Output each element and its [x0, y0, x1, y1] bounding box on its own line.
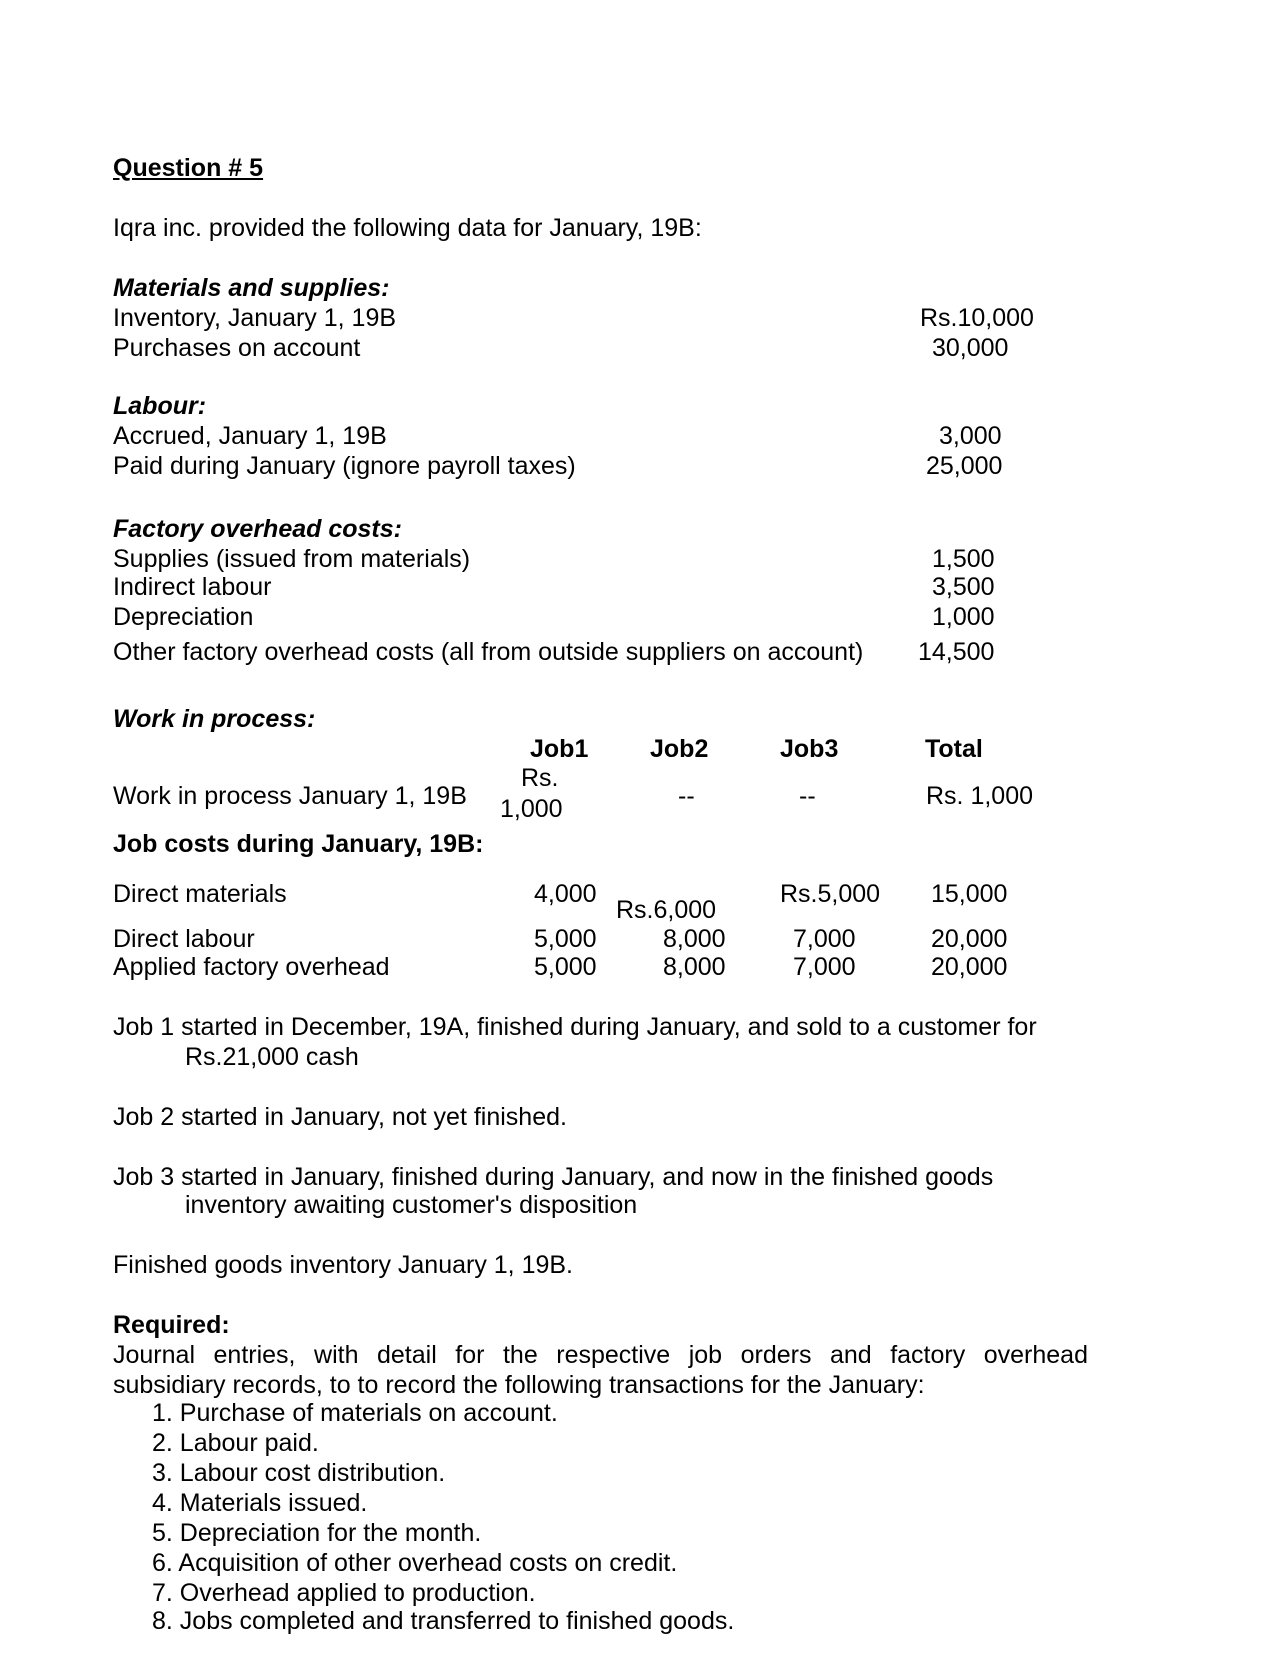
- note-job2: Job 2 started in January, not yet finished.: [113, 1103, 567, 1131]
- wip-row-label: Direct labour: [113, 925, 255, 953]
- required-text-line: subsidiary records, to to record the following transactions for the January:: [113, 1371, 925, 1399]
- wip-row-job3: Rs.5,000: [780, 880, 881, 908]
- wip-row-job1: 5,000: [534, 925, 597, 953]
- materials-row-label: Purchases on account: [113, 334, 361, 362]
- overhead-row-label: Supplies (issued from materials): [113, 545, 471, 573]
- wip-row-job1: 4,000: [534, 880, 597, 908]
- overhead-row-label: Depreciation: [113, 603, 254, 631]
- note-job1-line2: Rs.21,000 cash: [185, 1043, 359, 1071]
- materials-heading: Materials and supplies:: [113, 274, 390, 302]
- overhead-row-value: 14,500: [918, 638, 995, 666]
- wip-row-label: Applied factory overhead: [113, 953, 390, 981]
- wip-row-job2: 8,000: [663, 925, 726, 953]
- overhead-heading: Factory overhead costs:: [113, 515, 402, 543]
- wip-opening-job3: --: [799, 782, 816, 810]
- overhead-row-value: 1,500: [932, 545, 995, 573]
- wip-row-total: 15,000: [931, 880, 1008, 908]
- overhead-row-value: 1,000: [932, 603, 995, 631]
- question-title: Question # 5: [113, 154, 264, 182]
- wip-row-label: Direct materials: [113, 880, 287, 908]
- wip-row-total: 20,000: [931, 925, 1008, 953]
- note-finished-goods: Finished goods inventory January 1, 19B.: [113, 1251, 573, 1279]
- required-item: 2. Labour paid.: [152, 1429, 319, 1457]
- wip-row-job2: 8,000: [663, 953, 726, 981]
- materials-row-value: Rs.10,000: [920, 304, 1034, 332]
- wip-opening-label: Work in process January 1, 19B: [113, 782, 467, 810]
- required-heading: Required:: [113, 1311, 230, 1339]
- note-job3-line1: Job 3 started in January, finished during January, and now in the finished goods: [113, 1163, 994, 1191]
- required-item: 6. Acquisition of other overhead costs on credit.: [152, 1549, 678, 1577]
- wip-opening-job1-line2: 1,000: [500, 795, 563, 823]
- wip-row-job3: 7,000: [793, 925, 856, 953]
- intro-text: Iqra inc. provided the following data for January, 19B:: [113, 214, 702, 242]
- required-item: 5. Depreciation for the month.: [152, 1519, 482, 1547]
- wip-column-header: Job1: [530, 735, 589, 763]
- labour-row-value: 3,000: [939, 422, 1002, 450]
- wip-column-header: Job2: [650, 735, 709, 763]
- labour-row-label: Paid during January (ignore payroll taxes): [113, 452, 576, 480]
- overhead-row-label: Indirect labour: [113, 573, 272, 601]
- wip-heading: Work in process:: [113, 705, 316, 733]
- required-item: 4. Materials issued.: [152, 1489, 368, 1517]
- labour-heading: Labour:: [113, 392, 207, 420]
- required-item: 7. Overhead applied to production.: [152, 1579, 536, 1607]
- wip-opening-job2: --: [678, 782, 695, 810]
- materials-row-value: 30,000: [932, 334, 1009, 362]
- wip-row-total: 20,000: [931, 953, 1008, 981]
- required-item: 8. Jobs completed and transferred to finished goods.: [152, 1607, 735, 1635]
- labour-row-label: Accrued, January 1, 19B: [113, 422, 387, 450]
- wip-opening-total: Rs. 1,000: [926, 782, 1034, 810]
- overhead-row-value: 3,500: [932, 573, 995, 601]
- wip-opening-job1-line1: Rs.: [521, 764, 559, 792]
- wip-row-job2: Rs.6,000: [616, 896, 717, 924]
- wip-row-job3: 7,000: [793, 953, 856, 981]
- overhead-row-label: Other factory overhead costs (all from outside suppliers on account): [113, 638, 864, 666]
- wip-column-header: Total: [925, 735, 983, 763]
- wip-row-job1: 5,000: [534, 953, 597, 981]
- materials-row-label: Inventory, January 1, 19B: [113, 304, 397, 332]
- required-item: 1. Purchase of materials on account.: [152, 1399, 558, 1427]
- note-job3-line2: inventory awaiting customer's disposition: [185, 1191, 638, 1219]
- required-text-line: Journal entries, with detail for the respective job orders and factory overhead: [113, 1341, 1088, 1369]
- required-item: 3. Labour cost distribution.: [152, 1459, 446, 1487]
- job-costs-heading: Job costs during January, 19B:: [113, 830, 484, 858]
- wip-column-header: Job3: [780, 735, 839, 763]
- note-job1-line1: Job 1 started in December, 19A, finished during January, and sold to a customer for: [113, 1013, 1037, 1041]
- labour-row-value: 25,000: [926, 452, 1003, 480]
